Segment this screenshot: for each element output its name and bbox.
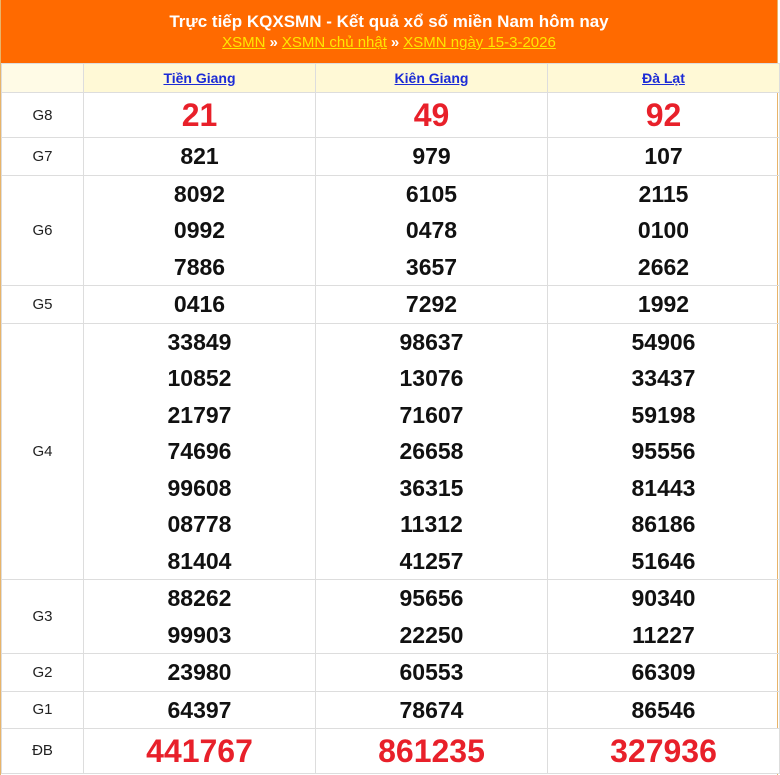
prize-row: [2, 138, 780, 176]
prize-number: 6105: [405, 180, 458, 207]
prize-number: 95656: [399, 585, 464, 611]
prize-number: 3657: [405, 253, 458, 280]
prize-number: 8092: [173, 180, 226, 207]
prize-number: 99903: [167, 621, 232, 648]
prize-number: 0992: [173, 217, 226, 243]
prize-label: G4: [2, 323, 84, 580]
prize-number: 71607: [399, 401, 464, 428]
prize-number: 41257: [399, 547, 464, 574]
prize-cell: [84, 286, 316, 324]
prize-number: 86186: [631, 511, 696, 537]
province-link-tien-giang[interactable]: Tiền Giang: [163, 70, 236, 86]
prize-number: 327936: [610, 733, 717, 769]
breadcrumb: [1, 33, 777, 53]
prize-cell: [316, 654, 548, 692]
prize-number: 13076: [399, 365, 464, 391]
prize-label: ĐB: [2, 729, 84, 774]
province-header: [84, 64, 316, 93]
prize-cell: [548, 729, 780, 774]
breadcrumb-separator: »: [269, 34, 278, 51]
prize-number: 81443: [631, 474, 696, 501]
prize-number: 1992: [637, 291, 690, 317]
prize-number: 0416: [173, 291, 226, 317]
prize-cell: [84, 175, 316, 286]
prize-cell: [316, 93, 548, 138]
prize-number: 11227: [632, 621, 695, 648]
prize-number: 81404: [167, 547, 232, 574]
prize-number: 2115: [638, 180, 689, 207]
prize-row: [2, 93, 780, 138]
province-link-kien-giang[interactable]: Kiên Giang: [394, 70, 469, 86]
prize-label: G5: [2, 286, 84, 324]
province-header-row: [2, 64, 780, 93]
prize-number: 7292: [405, 291, 458, 317]
breadcrumb-xsmn-date[interactable]: XSMN ngày 15-3-2026: [403, 34, 556, 51]
prize-number: 7886: [173, 253, 226, 280]
prize-row: [2, 691, 780, 729]
prize-number: 33849: [167, 328, 232, 355]
prize-cell: [84, 323, 316, 580]
prize-number: 60553: [399, 659, 464, 685]
prize-cell: [548, 138, 780, 176]
prize-number: 0100: [637, 217, 690, 243]
prize-number: 54906: [631, 328, 696, 355]
prize-cell: [84, 138, 316, 176]
prize-number: 21797: [167, 401, 232, 428]
breadcrumb-xsmn[interactable]: XSMN: [222, 34, 266, 51]
prize-number: 78674: [399, 696, 464, 723]
prize-number: 88262: [167, 585, 232, 611]
prize-number: 66309: [631, 659, 696, 685]
prize-cell: [548, 286, 780, 324]
prize-label: G6: [2, 175, 84, 286]
prize-cell: [316, 138, 548, 176]
province-header: [548, 64, 780, 93]
prize-number: 51646: [631, 547, 696, 574]
prize-number: 10852: [167, 365, 232, 391]
prize-number: 64397: [167, 696, 232, 723]
prize-cell: [84, 729, 316, 774]
prize-cell: [316, 323, 548, 580]
prize-row: [2, 580, 780, 654]
province-header: [316, 64, 548, 93]
province-link-da-lat[interactable]: Đà Lạt: [642, 70, 685, 86]
prize-row: [2, 654, 780, 692]
prize-number: 95556: [631, 438, 696, 464]
results-header: [1, 0, 777, 63]
prize-number: 74696: [167, 438, 232, 464]
prize-cell: [548, 175, 780, 286]
prize-number: 979: [412, 143, 451, 169]
prize-cell: [316, 729, 548, 774]
prize-row: [2, 323, 780, 580]
prize-number: 22250: [399, 621, 464, 648]
prize-number: 26658: [399, 438, 464, 464]
prize-cell: [548, 691, 780, 729]
results-body: [2, 93, 780, 774]
breadcrumb-xsmn-sunday[interactable]: XSMN chủ nhật: [281, 34, 387, 51]
prize-number: 49: [413, 97, 450, 133]
prize-number: 2662: [637, 253, 690, 280]
prize-cell: [548, 580, 780, 654]
prize-label: G2: [2, 654, 84, 692]
prize-cell: [548, 93, 780, 138]
prize-number: 59198: [631, 401, 696, 428]
prize-number: 11312: [400, 511, 463, 537]
prize-cell: [316, 286, 548, 324]
header-blank-cell: [2, 64, 84, 93]
prize-row: [2, 175, 780, 286]
prize-number: 21: [181, 97, 218, 133]
prize-cell: [84, 93, 316, 138]
prize-number: 107: [644, 143, 683, 169]
prize-number: 08778: [167, 511, 232, 537]
prize-label: G3: [2, 580, 84, 654]
prize-number: 90340: [631, 585, 696, 611]
prize-number: 92: [645, 97, 682, 133]
prize-number: 36315: [399, 474, 464, 501]
prize-number: 99608: [167, 474, 232, 501]
prize-cell: [316, 580, 548, 654]
prize-cell: [548, 654, 780, 692]
prize-number: 98637: [399, 328, 464, 355]
prize-row: [2, 286, 780, 324]
prize-cell: [316, 691, 548, 729]
prize-number: 33437: [631, 365, 696, 391]
prize-cell: [548, 323, 780, 580]
prize-number: 23980: [167, 659, 232, 685]
prize-label: G1: [2, 691, 84, 729]
prize-number: 0478: [405, 217, 458, 243]
prize-number: 441767: [146, 733, 253, 769]
prize-row: [2, 729, 780, 774]
prize-cell: [316, 175, 548, 286]
prize-cell: [84, 654, 316, 692]
prize-cell: [84, 580, 316, 654]
prize-number: 861235: [378, 733, 485, 769]
prize-label: G8: [2, 93, 84, 138]
prize-cell: [84, 691, 316, 729]
breadcrumb-separator: »: [390, 34, 400, 51]
prize-number: 821: [180, 143, 219, 169]
prize-number: 86546: [631, 696, 696, 723]
results-table: [1, 63, 780, 774]
prize-label: G7: [2, 138, 84, 176]
page-title: Trực tiếp KQXSMN - Kết quả xổ số miền Nam hôm nay: [169, 12, 609, 31]
